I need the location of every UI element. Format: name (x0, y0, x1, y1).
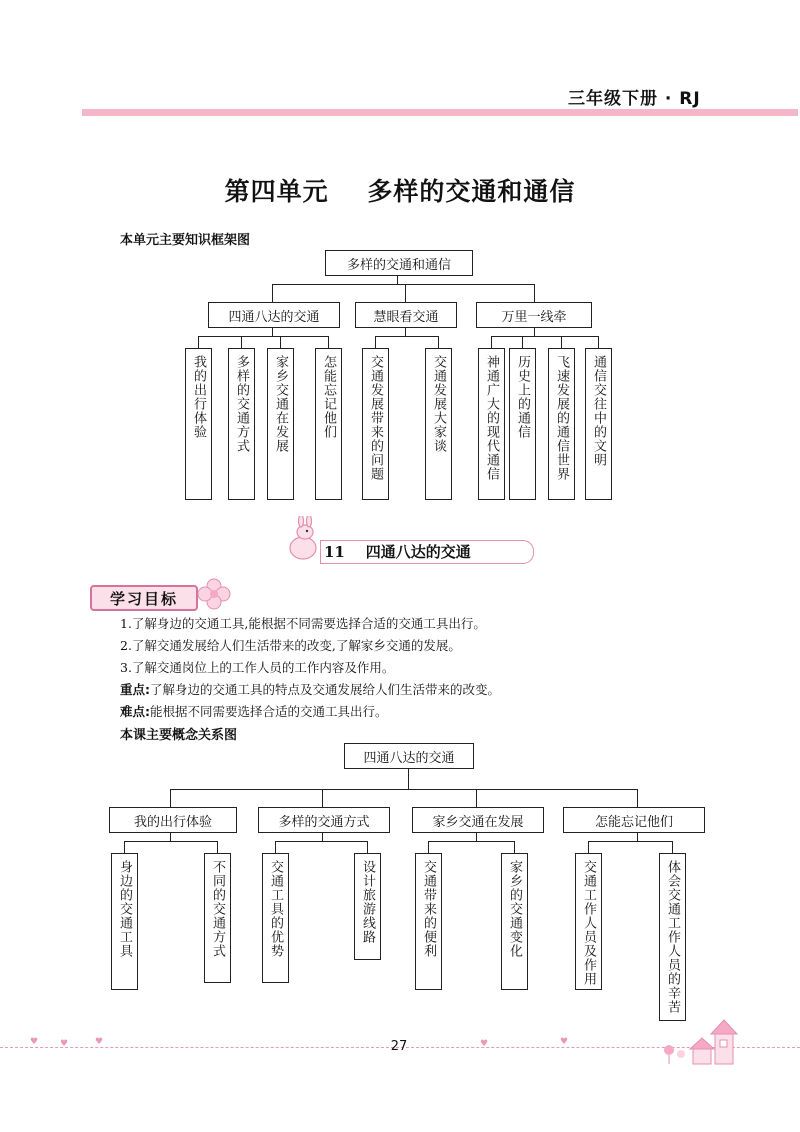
concept-leaf: 交通工作人员及作用 (575, 853, 602, 990)
framework-leaf: 家乡交通在发展 (267, 348, 294, 500)
concept-root: 四通八达的交通 (344, 743, 474, 769)
concept-leaf: 设计旅游线路 (354, 853, 381, 960)
goal-item-2: 2.了解交通发展给人们生活带来的改变,了解家乡交通的发展。 (120, 638, 461, 653)
concept-leaf: 身边的交通工具 (111, 853, 138, 990)
concept-branch-4: 怎能忘记他们 (563, 807, 705, 833)
concept-branch-2: 多样的交通方式 (258, 807, 390, 833)
difficulty-point: 难点:能根据不同需要选择合适的交通工具出行。 (120, 704, 388, 719)
svg-text:♥: ♥ (30, 1037, 39, 1047)
concept-leaf: 体会交通工作人员的辛苦 (659, 853, 686, 1021)
framework-branch-2: 慧眼看交通 (355, 302, 457, 328)
framework-leaf: 通信交往中的文明 (585, 348, 612, 500)
framework-leaf: 交通发展大家谈 (425, 348, 452, 500)
framework-leaf: 历史上的通信 (509, 348, 536, 500)
concept-leaf: 交通带来的便利 (415, 853, 442, 990)
framework-branch-3: 万里一线牵 (476, 302, 592, 328)
framework-leaf: 神通广大的现代通信 (478, 348, 505, 500)
svg-text:♥: ♥ (560, 1037, 569, 1047)
goal-item-3: 3.了解交通岗位上的工作人员的工作内容及作用。 (120, 660, 395, 675)
header-bar (82, 109, 798, 116)
unit-title: 第四单元 多样的交通和通信 (224, 177, 576, 206)
flower-icon (196, 576, 236, 612)
framework-branch-1: 四通八达的交通 (208, 302, 340, 328)
grade-label: 三年级下册 · RJ (568, 89, 701, 109)
svg-text:♥: ♥ (480, 1039, 489, 1048)
framework-leaf: 飞速发展的通信世界 (548, 348, 575, 500)
concept-map-label: 本课主要概念关系图 (120, 728, 238, 743)
svg-text:♥: ♥ (95, 1037, 104, 1047)
svg-text:♥: ♥ (60, 1039, 69, 1048)
lesson-title: 11 四通八达的交通 (324, 543, 471, 561)
concept-leaf: 交通工具的优势 (262, 853, 289, 983)
concept-branch-1: 我的出行体验 (109, 807, 237, 833)
rabbit-icon (283, 516, 323, 564)
concept-branch-3: 家乡交通在发展 (412, 807, 544, 833)
concept-leaf: 不同的交通方式 (204, 853, 231, 983)
framework-leaf: 我的出行体验 (185, 348, 212, 500)
framework-leaf: 交通发展带来的问题 (362, 348, 389, 500)
framework-leaf: 怎能忘记他们 (315, 348, 342, 500)
framework-leaf: 多样的交通方式 (228, 348, 255, 500)
key-point: 重点:了解身边的交通工具的特点及交通发展给人们生活带来的改变。 (120, 682, 501, 697)
house-icon (655, 1018, 745, 1070)
concept-leaf: 家乡的交通变化 (501, 853, 528, 990)
framework-root: 多样的交通和通信 (325, 250, 473, 276)
goal-item-1: 1.了解身边的交通工具,能根据不同需要选择合适的交通工具出行。 (120, 616, 486, 631)
learning-goals-tag: 学习目标 (90, 585, 198, 611)
page-number: 27 (390, 1039, 408, 1054)
framework-label: 本单元主要知识框架图 (120, 233, 251, 248)
